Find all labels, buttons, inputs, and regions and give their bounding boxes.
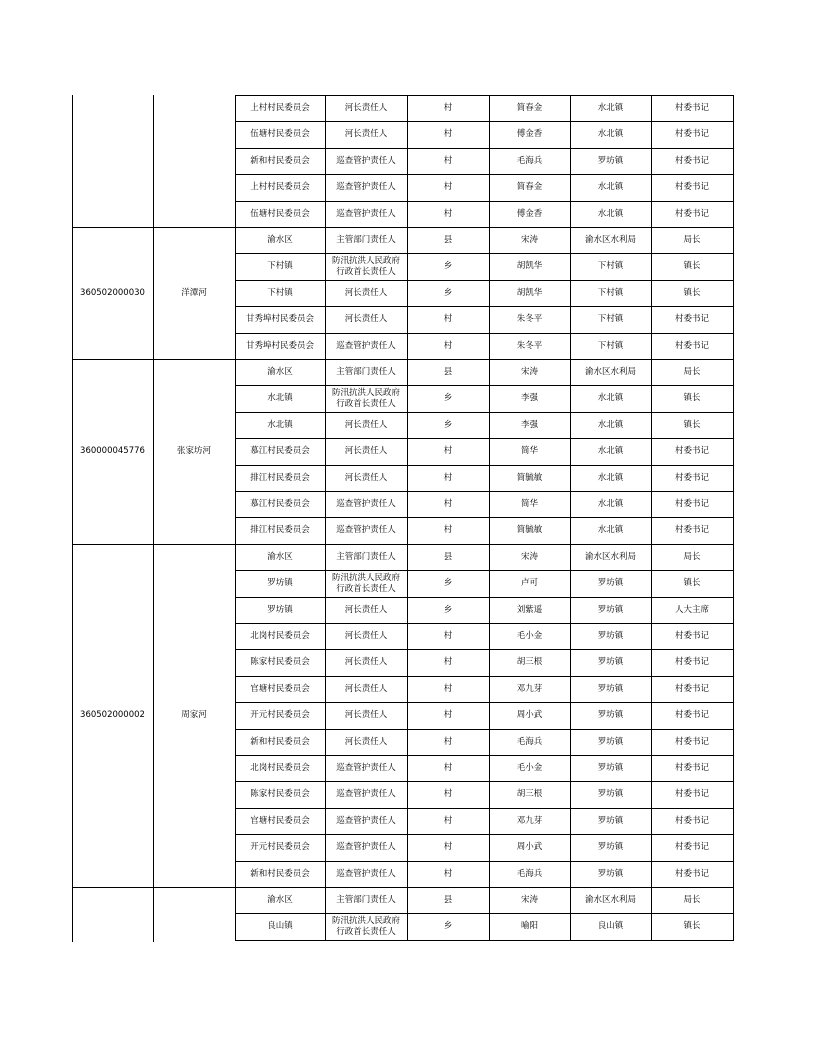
- unit-cell: 上村村民委员会: [250, 182, 310, 192]
- org-cell: 罗坊镇: [597, 155, 624, 166]
- unit-cell: 排江村民委员会: [250, 525, 310, 535]
- level-cell: 村: [443, 657, 453, 667]
- grid-vline: [733, 95, 734, 941]
- title-cell: 村委书记: [674, 340, 709, 351]
- role-cell: 河长责任人: [344, 446, 388, 456]
- level-cell: 村: [443, 182, 453, 192]
- role-cell: 巡查管护责任人: [336, 815, 396, 826]
- role-cell: 巡查管护责任人: [336, 868, 396, 879]
- unit-cell: 伍塘村民委员会: [250, 208, 310, 219]
- level-cell: 村: [443, 340, 453, 351]
- person-cell: 宋涛: [520, 366, 538, 377]
- river-name-cell: 洋潭河: [181, 287, 207, 298]
- title-cell: 村委书记: [674, 842, 709, 852]
- title-cell: 镇长: [683, 261, 701, 271]
- unit-cell: 上村村民委员会: [250, 102, 310, 113]
- person-cell: 宋涛: [520, 551, 538, 562]
- role-cell: 防汛抗洪人民政府 行政首长责任人: [331, 255, 400, 277]
- org-cell: 水北镇: [597, 182, 624, 192]
- level-cell: 乡: [443, 921, 453, 931]
- role-cell: 巡查管护责任人: [336, 762, 396, 773]
- level-cell: 村: [443, 498, 453, 509]
- role-cell: 主管部门责任人: [336, 234, 396, 245]
- title-cell: 村委书记: [674, 762, 709, 773]
- unit-cell: 陈家村民委员会: [250, 789, 310, 799]
- person-cell: 邓九芽: [516, 815, 543, 826]
- title-cell: 村委书记: [674, 683, 709, 694]
- unit-cell: 北岗村民委员会: [250, 762, 310, 773]
- org-cell: 水北镇: [597, 525, 624, 535]
- person-cell: 周小武: [516, 842, 543, 852]
- role-cell: 巡查管护责任人: [336, 340, 396, 351]
- level-cell: 县: [443, 551, 453, 562]
- level-cell: 村: [443, 868, 453, 879]
- role-cell: 巡查管护责任人: [336, 182, 396, 192]
- role-cell: 河长责任人: [344, 472, 388, 483]
- title-cell: 镇长: [683, 419, 701, 430]
- person-cell: 李强: [520, 419, 538, 430]
- level-cell: 村: [443, 736, 453, 747]
- role-cell: 巡查管护责任人: [336, 208, 396, 219]
- org-cell: 水北镇: [597, 498, 624, 509]
- river-code-cell: 360502000002: [80, 710, 145, 720]
- grid-hline: [235, 95, 734, 96]
- title-cell: 村委书记: [674, 710, 709, 720]
- org-cell: 罗坊镇: [597, 762, 624, 773]
- title-cell: 村委书记: [674, 155, 709, 166]
- role-cell: 巡查管护责任人: [336, 789, 396, 799]
- level-cell: 村: [443, 129, 453, 139]
- org-cell: 水北镇: [597, 472, 624, 483]
- title-cell: 村委书记: [674, 868, 709, 879]
- person-cell: 周小武: [516, 710, 543, 720]
- level-cell: 村: [443, 102, 453, 113]
- title-cell: 镇长: [683, 921, 701, 931]
- title-cell: 镇长: [683, 393, 701, 403]
- river-code-cell: 360000045776: [80, 446, 145, 456]
- role-cell: 河长责任人: [344, 657, 388, 667]
- person-cell: 宋涛: [520, 234, 538, 245]
- org-cell: 良山镇: [597, 921, 624, 931]
- role-cell: 河长责任人: [344, 102, 388, 113]
- person-cell: 胡凯华: [516, 261, 543, 271]
- org-cell: 渝水区水利局: [584, 234, 636, 245]
- person-cell: 毛海兵: [516, 155, 543, 166]
- title-cell: 镇长: [683, 287, 701, 298]
- org-cell: 水北镇: [597, 208, 624, 219]
- org-cell: 罗坊镇: [597, 657, 624, 667]
- role-cell: 主管部门责任人: [336, 366, 396, 377]
- person-cell: 邓九芽: [516, 683, 543, 694]
- title-cell: 村委书记: [674, 815, 709, 826]
- role-cell: 巡查管护责任人: [336, 155, 396, 166]
- person-cell: 傅金香: [516, 208, 543, 219]
- level-cell: 村: [443, 446, 453, 456]
- unit-cell: 官塘村民委员会: [250, 683, 310, 694]
- org-cell: 罗坊镇: [597, 736, 624, 747]
- title-cell: 村委书记: [674, 525, 709, 535]
- org-cell: 下村镇: [597, 314, 624, 324]
- level-cell: 村: [443, 815, 453, 826]
- unit-cell: 水北镇: [267, 393, 293, 403]
- person-cell: 简春金: [516, 182, 543, 192]
- org-cell: 罗坊镇: [597, 868, 624, 879]
- title-cell: 村委书记: [674, 102, 709, 113]
- org-cell: 罗坊镇: [597, 815, 624, 826]
- river-code-cell: 360502000030: [80, 287, 145, 298]
- person-cell: 简华: [520, 498, 538, 509]
- person-cell: 朱冬平: [516, 314, 543, 324]
- role-cell: 河长责任人: [344, 736, 388, 747]
- unit-cell: 渝水区: [267, 551, 293, 562]
- unit-cell: 排江村民委员会: [250, 472, 310, 483]
- river-name-cell: 张家坊河: [176, 446, 211, 456]
- org-cell: 水北镇: [597, 446, 624, 456]
- unit-cell: 下村镇: [267, 261, 293, 271]
- title-cell: 局长: [683, 366, 701, 377]
- person-cell: 毛海兵: [516, 736, 543, 747]
- org-cell: 罗坊镇: [597, 630, 624, 641]
- title-cell: 村委书记: [674, 182, 709, 192]
- org-cell: 水北镇: [597, 419, 624, 430]
- person-cell: 朱冬平: [516, 340, 543, 351]
- person-cell: 胡凯华: [516, 287, 543, 298]
- unit-cell: 开元村民委员会: [250, 842, 310, 852]
- title-cell: 局长: [683, 551, 701, 562]
- person-cell: 毛小金: [516, 762, 543, 773]
- person-cell: 傅金香: [516, 129, 543, 139]
- unit-cell: 渝水区: [267, 366, 293, 377]
- level-cell: 村: [443, 630, 453, 641]
- unit-cell: 官塘村民委员会: [250, 815, 310, 826]
- title-cell: 村委书记: [674, 314, 709, 324]
- level-cell: 村: [443, 525, 453, 535]
- title-cell: 局长: [683, 234, 701, 245]
- unit-cell: 下村镇: [267, 287, 293, 298]
- role-cell: 巡查管护责任人: [336, 842, 396, 852]
- person-cell: 李强: [520, 393, 538, 403]
- level-cell: 乡: [443, 393, 453, 403]
- role-cell: 主管部门责任人: [336, 551, 396, 562]
- role-cell: 河长责任人: [344, 419, 388, 430]
- level-cell: 县: [443, 366, 453, 377]
- grid-vline: [651, 95, 652, 941]
- role-cell: 河长责任人: [344, 710, 388, 720]
- level-cell: 县: [443, 234, 453, 245]
- title-cell: 局长: [683, 894, 701, 905]
- role-cell: 防汛抗洪人民政府 行政首长责任人: [331, 387, 400, 409]
- person-cell: 宋涛: [520, 894, 538, 905]
- org-cell: 罗坊镇: [597, 789, 624, 799]
- role-cell: 河长责任人: [344, 683, 388, 694]
- unit-cell: 渝水区: [267, 234, 293, 245]
- title-cell: 村委书记: [674, 208, 709, 219]
- role-cell: 河长责任人: [344, 314, 388, 324]
- title-cell: 村委书记: [674, 446, 709, 456]
- org-cell: 渝水区水利局: [584, 366, 636, 377]
- org-cell: 渝水区水利局: [584, 894, 636, 905]
- level-cell: 村: [443, 314, 453, 324]
- unit-cell: 开元村民委员会: [250, 710, 310, 720]
- title-cell: 村委书记: [674, 657, 709, 667]
- level-cell: 乡: [443, 604, 453, 615]
- org-cell: 水北镇: [597, 393, 624, 403]
- unit-cell: 罗坊镇: [267, 578, 293, 588]
- person-cell: 胡三根: [516, 657, 543, 667]
- person-cell: 简毓敏: [516, 472, 543, 483]
- level-cell: 村: [443, 762, 453, 773]
- role-cell: 巡查管护责任人: [336, 498, 396, 509]
- level-cell: 村: [443, 710, 453, 720]
- grid-vline: [407, 95, 408, 941]
- river-name-cell: 周家河: [181, 710, 207, 720]
- role-cell: 河长责任人: [344, 630, 388, 641]
- person-cell: 喻阳: [520, 921, 538, 931]
- person-cell: 卢可: [520, 578, 538, 588]
- person-cell: 刘紫遥: [516, 604, 543, 615]
- grid-vline: [570, 95, 571, 941]
- level-cell: 村: [443, 842, 453, 852]
- unit-cell: 新和村民委员会: [250, 868, 310, 879]
- role-cell: 防汛抗洪人民政府 行政首长责任人: [331, 915, 400, 937]
- title-cell: 村委书记: [674, 472, 709, 483]
- unit-cell: 慕江村民委员会: [250, 446, 310, 456]
- unit-cell: 甘秀埠村民委员会: [245, 340, 314, 351]
- unit-cell: 罗坊镇: [267, 604, 293, 615]
- title-cell: 村委书记: [674, 129, 709, 139]
- level-cell: 乡: [443, 261, 453, 271]
- unit-cell: 慕江村民委员会: [250, 498, 310, 509]
- person-cell: 胡三根: [516, 789, 543, 799]
- org-cell: 罗坊镇: [597, 683, 624, 694]
- org-cell: 水北镇: [597, 129, 624, 139]
- title-cell: 村委书记: [674, 630, 709, 641]
- unit-cell: 伍塘村民委员会: [250, 129, 310, 139]
- unit-cell: 新和村民委员会: [250, 155, 310, 166]
- org-cell: 罗坊镇: [597, 710, 624, 720]
- role-cell: 河长责任人: [344, 287, 388, 298]
- role-cell: 河长责任人: [344, 604, 388, 615]
- unit-cell: 水北镇: [267, 419, 293, 430]
- title-cell: 人大主席: [674, 604, 709, 615]
- org-cell: 下村镇: [597, 340, 624, 351]
- org-cell: 罗坊镇: [597, 842, 624, 852]
- level-cell: 乡: [443, 287, 453, 298]
- org-cell: 水北镇: [597, 102, 624, 113]
- title-cell: 村委书记: [674, 736, 709, 747]
- level-cell: 村: [443, 472, 453, 483]
- person-cell: 简毓敏: [516, 525, 543, 535]
- unit-cell: 良山镇: [267, 921, 293, 931]
- person-cell: 简华: [520, 446, 538, 456]
- role-cell: 防汛抗洪人民政府 行政首长责任人: [331, 572, 400, 594]
- unit-cell: 甘秀埠村民委员会: [245, 314, 314, 324]
- level-cell: 村: [443, 208, 453, 219]
- river-responsibility-table: [72, 95, 733, 941]
- grid-vline: [489, 95, 490, 941]
- role-cell: 河长责任人: [344, 129, 388, 139]
- level-cell: 村: [443, 155, 453, 166]
- person-cell: 毛海兵: [516, 868, 543, 879]
- org-cell: 下村镇: [597, 261, 624, 271]
- level-cell: 县: [443, 894, 453, 905]
- title-cell: 村委书记: [674, 498, 709, 509]
- unit-cell: 渝水区: [267, 894, 293, 905]
- level-cell: 村: [443, 789, 453, 799]
- person-cell: 毛小金: [516, 630, 543, 641]
- grid-vline: [325, 95, 326, 941]
- title-cell: 镇长: [683, 578, 701, 588]
- grid-vline: [235, 95, 236, 941]
- grid-hline: [235, 940, 734, 941]
- level-cell: 村: [443, 683, 453, 694]
- org-cell: 渝水区水利局: [584, 551, 636, 562]
- unit-cell: 新和村民委员会: [250, 736, 310, 747]
- role-cell: 巡查管护责任人: [336, 525, 396, 535]
- org-cell: 下村镇: [597, 287, 624, 298]
- role-cell: 主管部门责任人: [336, 894, 396, 905]
- title-cell: 村委书记: [674, 789, 709, 799]
- unit-cell: 北岗村民委员会: [250, 630, 310, 641]
- person-cell: 简春金: [516, 102, 543, 113]
- unit-cell: 陈家村民委员会: [250, 657, 310, 667]
- level-cell: 乡: [443, 578, 453, 588]
- org-cell: 罗坊镇: [597, 578, 624, 588]
- level-cell: 乡: [443, 419, 453, 430]
- org-cell: 罗坊镇: [597, 604, 624, 615]
